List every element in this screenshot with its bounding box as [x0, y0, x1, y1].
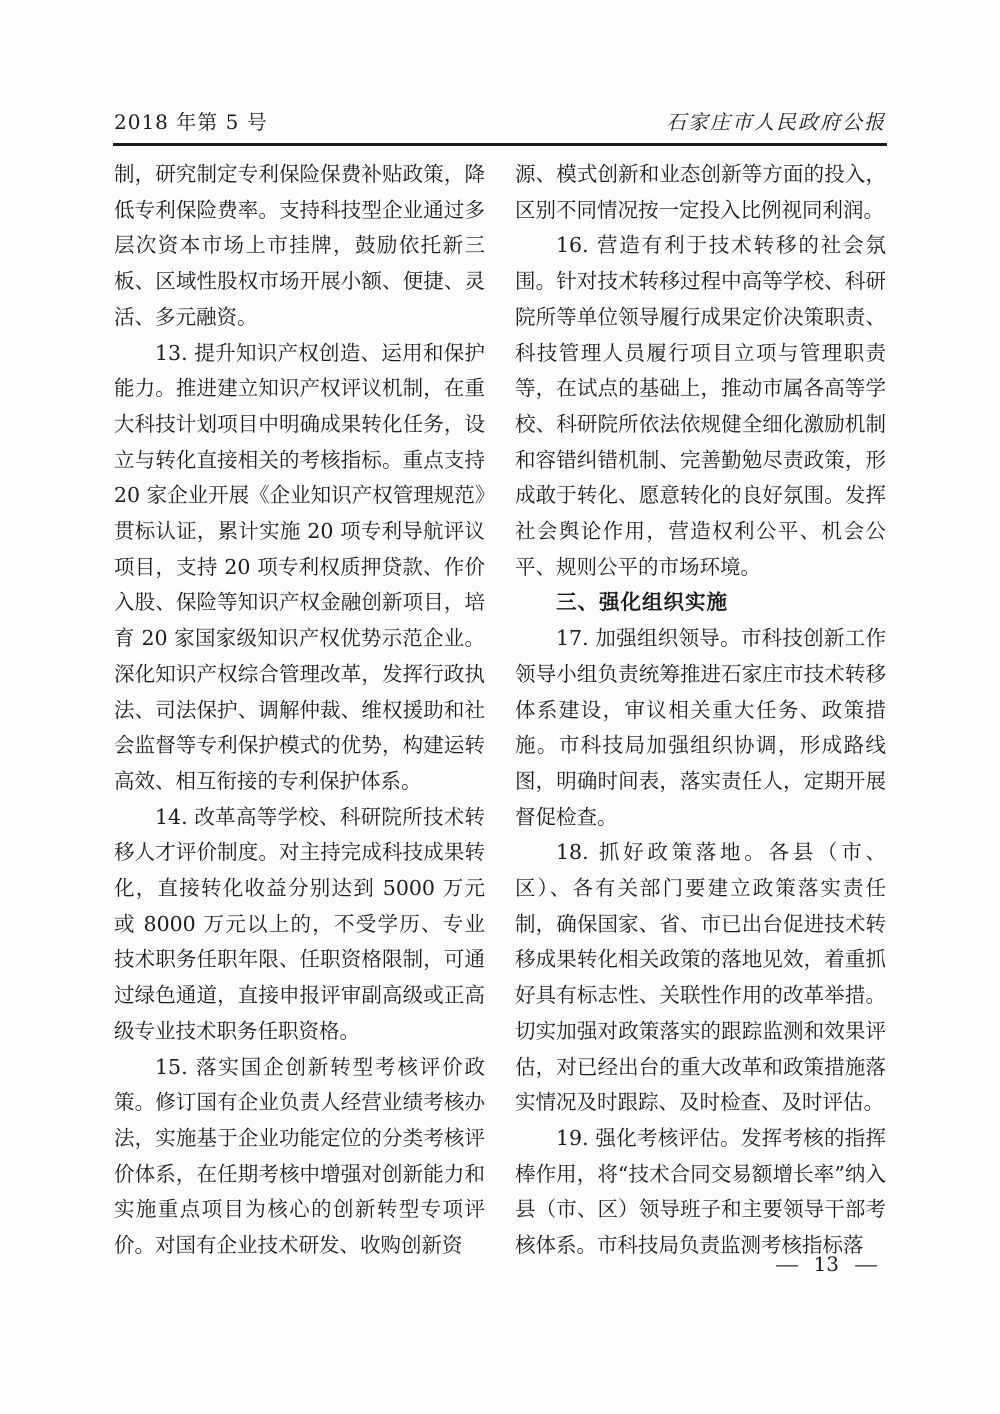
section-heading: 三、强化组织实施 — [556, 590, 728, 615]
paragraph-item-15: 15. 落实国企创新转型考核评价政策。修订国有企业负责人经营业绩考核办法，实施基于企业功能定位的分类考核评价体系，在任期考核中增强对创新能力和实施重点项目为核心的创新转型专项评价。对国有企业技术研发、收购创新资 — [114, 1054, 485, 1258]
paragraph-item-16: 16. 营造有利于技术转移的社会氛围。针对技术转移过程中高等学校、科研院所等单位领导履行成果定价决策职责、科技管理人员履行项目立项与管理职责等，在试点的基础上，推动市属各高等学校、科研院所依法依规健全细化激励机制和容错纠错机制、完善勤勉尽责政策，形成敢于转化、愿意转化的良好氛围。发挥社会舆论作用，营造权利公平、机会公平、规则公平的市场环境。 — [515, 233, 886, 579]
text-columns — [114, 157, 886, 1264]
paragraph-continuation: 源、模式创新和业态创新等方面的投入，区别不同情况按一定投入比例视同利润。 — [515, 162, 886, 222]
paragraph-continuation: 制，研究制定专利保险保费补贴政策，降低专利保险费率。支持科技型企业通过多层次资本市场上市挂牌，鼓励依托新三板、区域性股权市场开展小额、便捷、灵活、多元融资。 — [114, 162, 485, 329]
right-column — [515, 157, 886, 1264]
gazette-title: 石家庄市人民政府公报 — [666, 110, 886, 134]
page-footer — [774, 1252, 878, 1276]
paragraph-item-18: 18. 抓好政策落地。各县（市、区）、各有关部门要建立政策落实责任制，确保国家、省、市已出台促进技术转移成果转化相关政策的落地见效，着重抓好具有标志性、关联性作用的改革举措。切实加强对政策落实的跟踪监测和效果评估，对已经出台的重大改革和政策措施落实情况及时跟踪、及时检查、及时评估。 — [515, 840, 886, 1115]
paragraph-item-14: 14. 改革高等学校、科研院所技术转移人才评价制度。对主持完成科技成果转化，直接转化收益分别达到 5000 万元或 8000 万元以上的，不受学历、专业技术职务任职年限、任职资格限制，可通过绿色通道，直接申报评审副高级或正高级专业技术职务任职资格。 — [114, 804, 485, 1043]
paragraph-item-13: 13. 提升知识产权创造、运用和保护能力。推进建立知识产权评议机制，在重大科技计划项目中明确成果转化任务，设立与转化直接相关的考核指标。重点支持 20 家企业开展《企业知识产权管理规范》贯标认证，累计实施 20 项专利导航评议项目，支持 20 项专利权质押贷款、作价入股、保险等知识产权金融创新项目，培育 20 家国家级知识产权优势示范企业。深化知识产权综合管理改革，发挥行政执法、司法保护、调解仲裁、维权援助和社会监督等专利保护模式的优势，构建运转高效、相互衔接的专利保护体系。 — [114, 340, 485, 793]
page-header — [114, 106, 886, 135]
left-column — [114, 157, 485, 1264]
page-number: 13 — [813, 1252, 839, 1276]
paragraph-item-19: 19. 强化考核评估。发挥考核的指挥棒作用，将“技术合同交易额增长率”纳入县（市、区）领导班子和主要领导干部考核体系。市科技局负责监测考核指标落 — [515, 1125, 886, 1258]
footer-dash-left: — — [774, 1252, 799, 1276]
footer-dash-right: — — [854, 1252, 878, 1276]
paragraph-item-17: 17. 加强组织领导。市科技创新工作领导小组负责统筹推进石家庄市技术转移体系建设，审议相关重大任务、政策措施。市科技局加强组织协调，形成路线图，明确时间表，落实责任人，定期开展督促检查。 — [515, 626, 886, 829]
issue-label: 2018 年第 5 号 — [114, 110, 268, 134]
header-rule — [113, 143, 887, 146]
